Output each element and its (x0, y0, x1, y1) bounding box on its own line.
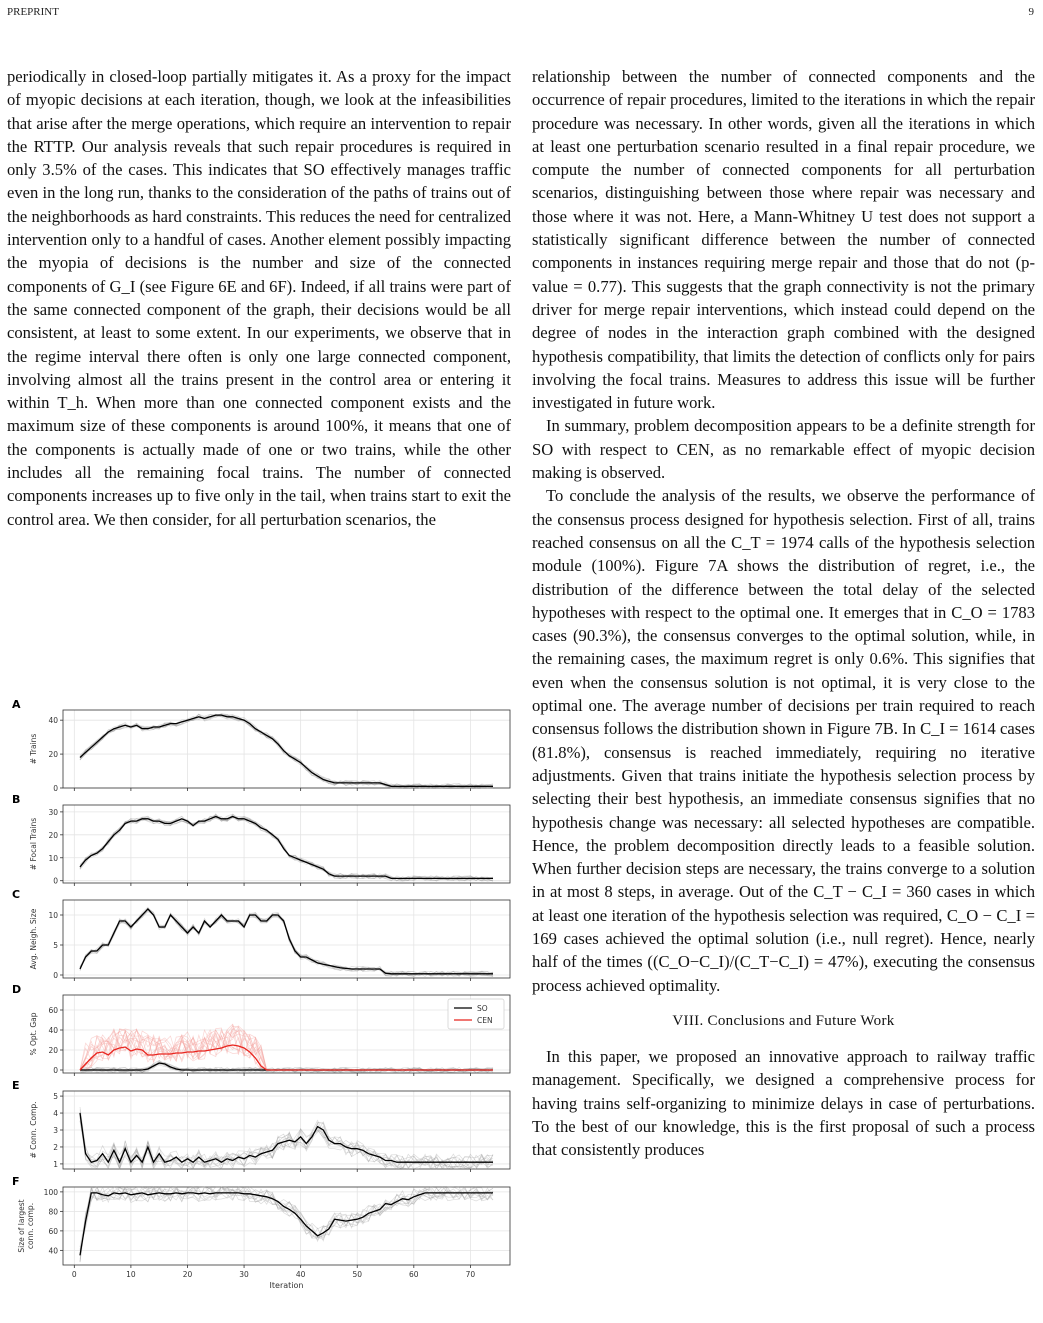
series-line-cen (80, 1045, 493, 1070)
panel-label: E (12, 1079, 20, 1092)
y-tick-label: 40 (48, 1246, 58, 1256)
x-tick-label: 40 (295, 1270, 306, 1279)
scenario-trace (80, 714, 493, 788)
legend-label-cen: CEN (477, 1016, 493, 1025)
y-axis-label: conn. comp. (26, 1202, 35, 1250)
scenario-trace (80, 714, 493, 788)
scenario-trace (80, 1187, 493, 1256)
y-tick-label: 1 (53, 1159, 58, 1169)
panel-label: B (12, 793, 21, 806)
y-axis-label: # Focal Trains (29, 817, 38, 871)
scenario-trace (80, 909, 493, 977)
panel-label: D (12, 983, 22, 996)
scenario-trace (80, 816, 493, 881)
scenario-trace (80, 912, 493, 977)
cen-scenario-trace (80, 1028, 493, 1070)
y-tick-label: 20 (48, 750, 58, 760)
scenario-trace (80, 817, 493, 882)
y-tick-label: 10 (48, 911, 58, 920)
y-tick-label: 40 (48, 1026, 58, 1035)
y-tick-label: 20 (48, 1046, 58, 1055)
scenario-trace (80, 814, 493, 881)
panel-d (12, 983, 510, 1076)
y-tick-label: 100 (43, 1187, 58, 1197)
y-tick-label: 10 (48, 853, 58, 863)
figure-6 (0, 695, 520, 1305)
y-tick-label: 60 (48, 1226, 58, 1236)
y-tick-label: 30 (48, 807, 58, 817)
panel-c (12, 888, 510, 981)
scenario-trace (80, 814, 493, 881)
series-line-so (80, 1193, 493, 1255)
y-tick-label: 0 (53, 1066, 58, 1075)
series-line-so (80, 817, 493, 879)
legend-label-so: SO (477, 1004, 488, 1013)
scenario-trace (80, 714, 493, 788)
x-tick-label: 10 (126, 1270, 136, 1279)
y-tick-label: 0 (53, 971, 58, 980)
y-axis-label: Avg. Neigh. Size (29, 908, 38, 970)
x-tick-label: 20 (182, 1270, 193, 1279)
paragraph-connectivity: relationship between the number of connected components and the occurrence of repair procedures, limited to the iterations in which the repair procedure was necessary. In other words, given all the iterations in which at least one perturbation scenario resulted in a final repair procedure, we compute the number of connected components for all perturbation scenarios, distinguishing between those where repair was necessary and those where it was not. Here, a Mann-Whitney U test does not support a statistically significant difference between the number of connected components in instances requiring merge repair and those that do not (p-value = 0.77). This suggests that the graph connectivity is not the primary driver for merge repair interventions, which instead could depend on the degree of nodes in the interaction graph combined with the designed hypothesis compatibility, that limits the detection of conflicts only for pairs involving the focal trains. Measures to address this issue will be further investigated in future work. (532, 67, 1035, 413)
paragraph-consensus: To conclude the analysis of the results, we observe the performance of the consensus process designed for hypothesis selection. First of all, trains reached consensus on all the C_T = 1974 calls of the hypothesis selection module (100%). Figure 7A shows the distribution of regret, i.e., the distribution of the difference between the total delay of the selected hypotheses with respect to the optimal one. It emerges that in C_O = 1783 cases (90.3%), the consensus converges to the optimal solution, while, in the remaining cases, the maximum regret is only 0.6%. This signifies that even when the consensus solution is not optimal, it is very close to the optimal one. The average number of decisions per train required to reach consensus follows the distribution shown in Figure 7B. In C_I = 1614 cases (81.8%), consensus is reached immediately, requiring no iterative adjustments. Given that trains initiate the hypothesis selection process by selecting their best hypothesis, an immediate consensus signifies that no hypothesis change was necessary: all selected hypotheses are compatible. Hence, the problem decomposition directly leads to a feasible solution. When further decision steps are necessary, the trains converge to a solution in at most 8 steps, in average. Out of the C_T − C_I = 360 cases in which at least one iteration of the hypothesis selection was required, C_O − C_I = 169 cases achieved the optimal solution (i.e., null regret). Hence, nearly half of the times ((C_O−C_I)/(C_T−C_I) = 47%), executing the consensus process achieved optimality. (532, 486, 1035, 995)
scenario-trace (80, 815, 493, 881)
scenario-trace (80, 715, 493, 788)
scenario-trace (80, 816, 493, 882)
x-tick-label: 30 (239, 1270, 249, 1279)
scenario-trace (80, 814, 493, 881)
y-tick-label: 5 (53, 1092, 58, 1102)
panel-label: A (12, 698, 21, 711)
scenario-trace (80, 908, 493, 976)
scenario-trace (80, 714, 493, 788)
x-tick-label: 0 (71, 1270, 77, 1279)
y-axis-label: % Opt. Gap (29, 1012, 38, 1056)
plot-frame (63, 710, 510, 788)
scenario-trace (80, 814, 493, 881)
scenario-trace (80, 714, 493, 788)
y-axis-label: # Conn. Comp. (29, 1101, 38, 1159)
y-tick-label: 60 (48, 1006, 58, 1015)
scenario-trace (80, 815, 493, 881)
legend-box (448, 999, 504, 1029)
y-tick-label: 2 (53, 1142, 58, 1152)
panel-f (12, 1175, 510, 1290)
left-column (7, 65, 511, 531)
scenario-trace (80, 714, 493, 788)
scenario-trace (80, 909, 493, 976)
series-line-so (80, 909, 493, 974)
y-tick-label: 20 (48, 830, 58, 840)
scenario-trace (80, 910, 493, 977)
panel-e (12, 1079, 510, 1172)
legend (448, 999, 504, 1029)
y-axis-label: # Trains (29, 733, 38, 765)
scenario-trace (80, 909, 493, 976)
y-tick-label: 0 (53, 876, 58, 886)
scenario-trace (80, 909, 493, 977)
left-column-paragraph: periodically in closed-loop partially mitigates it. As a proxy for the impact of myopic decisions at each iteration, though, we look at the infeasibilities that arise after the merge operations, which require an intervention to repair the RTTP. Our analysis reveals that such repair procedures is required in only 3.5% of the cases. This indicates that SO effectively manages traffic even in the long run, thanks to the consideration of the paths of trains out of the neighborhoods as hard constraints. This reduces the need for centralized intervention only to a handful of cases. Another element possibly impacting the myopia of decisions is the number and size of the connected components of G_I (see Figure 6E and 6F). Indeed, if all trains were part of the same connected component of the graph, their decisions would be all consistent, at least to some extent. In our experiments, we observe that in the regime interval there often is only one large connected component, involving almost all the trains present in the control area or entering it within T_h. When more than one connected component exists and the maximum size of these components is around 100%, it means that one of the components is actually made of one or two trains, while the other includes all the remaining focal trains. The number of connected components increases up to five only in the tail, when trains start to exit the control area. We then consider, for all perturbation scenarios, the (7, 67, 511, 529)
paragraph-summary: In summary, problem decomposition appears to be a definite strength for SO with respect to CEN, as no remarkable effect of myopic decision making is observed. (532, 416, 1035, 483)
panel-label: F (12, 1175, 20, 1188)
scenario-trace (80, 714, 493, 788)
page-number: 9 (1028, 6, 1034, 18)
section-heading: VIII. Conclusions and Future Work (672, 1012, 895, 1029)
scenario-trace (80, 816, 493, 881)
y-tick-label: 40 (48, 716, 58, 726)
y-tick-label: 5 (53, 941, 58, 950)
y-tick-label: 80 (48, 1207, 58, 1217)
plot-frame (63, 805, 510, 883)
y-tick-label: 4 (53, 1109, 58, 1119)
panel-a (12, 698, 510, 793)
scenario-trace (80, 910, 493, 976)
x-tick-label: 60 (409, 1270, 419, 1279)
y-tick-label: 3 (53, 1126, 58, 1135)
scenario-trace (80, 911, 493, 976)
x-axis-label: Iteration (269, 1281, 304, 1290)
x-tick-label: 50 (352, 1270, 363, 1279)
cen-scenario-trace (80, 1027, 493, 1070)
running-header-left: PREPRINT (7, 6, 59, 18)
y-tick-label: 0 (53, 784, 58, 793)
panel-b (12, 793, 510, 886)
right-column (532, 65, 1035, 1162)
y-axis-label: Size of largest (17, 1199, 26, 1253)
paragraph-conclusion: In this paper, we proposed an innovative approach to railway traffic management. Specifically, we designed a comprehensive process for having trains self-organizing to minimize delays in case of perturbations. To the best of our knowledge, this is the first proposal of such a process that consistently produces (532, 1047, 1035, 1160)
panel-label: C (12, 888, 21, 901)
x-tick-label: 70 (465, 1270, 476, 1279)
series-line-so (80, 1113, 493, 1162)
plot-frame (63, 900, 510, 978)
